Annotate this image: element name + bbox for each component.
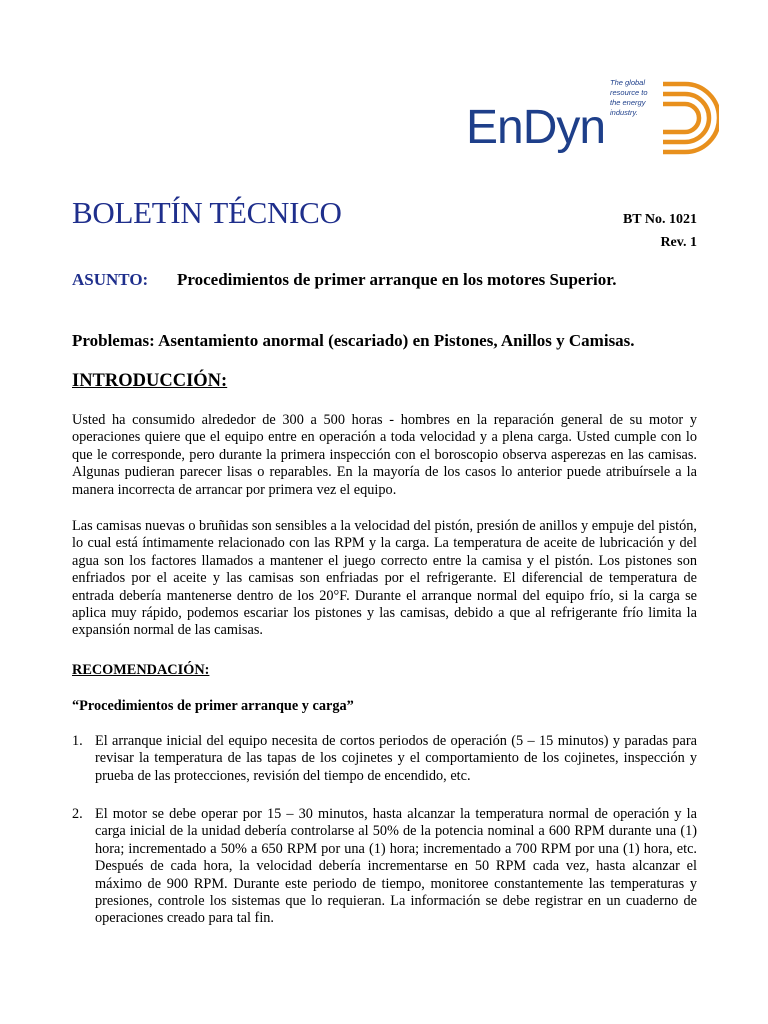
logo-mark-icon <box>659 80 719 156</box>
bulletin-number: BT No. 1021 <box>622 212 697 227</box>
tagline-line: resource to <box>610 88 648 97</box>
logo-wordmark: EnDyn <box>466 101 606 154</box>
recommendation-subheading: “Procedimientos de primer arranque y carga” <box>72 698 354 714</box>
document-title: BOLETÍN TÉCNICO <box>72 195 342 230</box>
tagline-line: industry. <box>610 108 638 117</box>
tagline-line: The global <box>610 78 646 87</box>
problems-heading: Problemas: Asentamiento anormal (escariado) en Pistones, Anillos y Camisas. <box>72 331 635 350</box>
recommendation-heading: RECOMENDACIÓN: <box>72 662 210 678</box>
intro-paragraph: Las camisas nuevas o bruñidas son sensibles a la velocidad del pistón, presión de anillos y empuje del pistón, lo cual está íntimamente relacionado con las RPM y la carga. La temperatura de aceite de lubricación y del agua son los factores llamados a mantener el juego correcto entre la camisa y el pistón. Los pistones son enfriados por el aceite y las camisas son enfriadas por el refrigerante. El diferencial de temperatura de entrada debería mantenerse dentro de los 20°F. Durante el arranque normal del equipo frío, si la carga se aplica muy rápido, podemos escariar los pistones y las camisas, debido a que al refrigerante frío limita la expansión normal de las camisas. <box>72 518 697 639</box>
introduction-heading: INTRODUCCIÓN: <box>72 371 228 391</box>
tagline-line: the energy <box>610 98 646 107</box>
intro-paragraph: Usted ha consumido alrededor de 300 a 500 horas - hombres en la reparación general de su motor y operaciones quiere que el equipo entre en operación a toda velocidad y a plena carga. Usted cumple con lo que le corresponde, pero durante la primera inspección con el boroscopio observa asperezas en las camisas. Algunas pudieran parecer lisas o reparables. En la mayoría de los casos lo anterior puede atribuírsele a la manera incorrecta de arrancar por primera vez el equipo. <box>72 412 697 498</box>
list-item-number: 1. <box>72 733 83 749</box>
list-item-text: El motor se debe operar por 15 – 30 minutos, hasta alcanzar la temperatura normal de operación y la carga inicial de la unidad debería controlarse al 50% de la potencia nominal a 600 RPM durante una (1) hora; incrementado a 50% a 650 RPM por una (1) hora; incrementado a 700 RPM por una (1) hora, etc. Después de cada hora, la velocidad debería incrementarse en 50 RPM cada vez, hasta alcanzar el máximo de 900 RPM. Durante este periodo de tiempo, monitoree constantemente las temperaturas y presiones, controle los sistemas que lo requieran. La información se debe registrar en un cuaderno de operaciones creado para tal fin. <box>95 806 697 927</box>
subject-label: ASUNTO: <box>72 270 149 289</box>
subject-text: Procedimientos de primer arranque en los motores Superior. <box>177 270 617 289</box>
list-item <box>72 806 697 928</box>
endyn-logo <box>466 78 721 160</box>
list-item-number: 2. <box>72 806 83 822</box>
list-item <box>72 733 697 785</box>
revision-number: Rev. 1 <box>660 235 697 250</box>
list-item-text: El arranque inicial del equipo necesita de cortos periodos de operación (5 – 15 minutos) y paradas para revisar la temperatura de las tapas de los cojinetes y el comportamiento de los cojinetes, inspección y prueba de las protecciones, revisión del tiempo de encendido, etc. <box>95 733 697 784</box>
